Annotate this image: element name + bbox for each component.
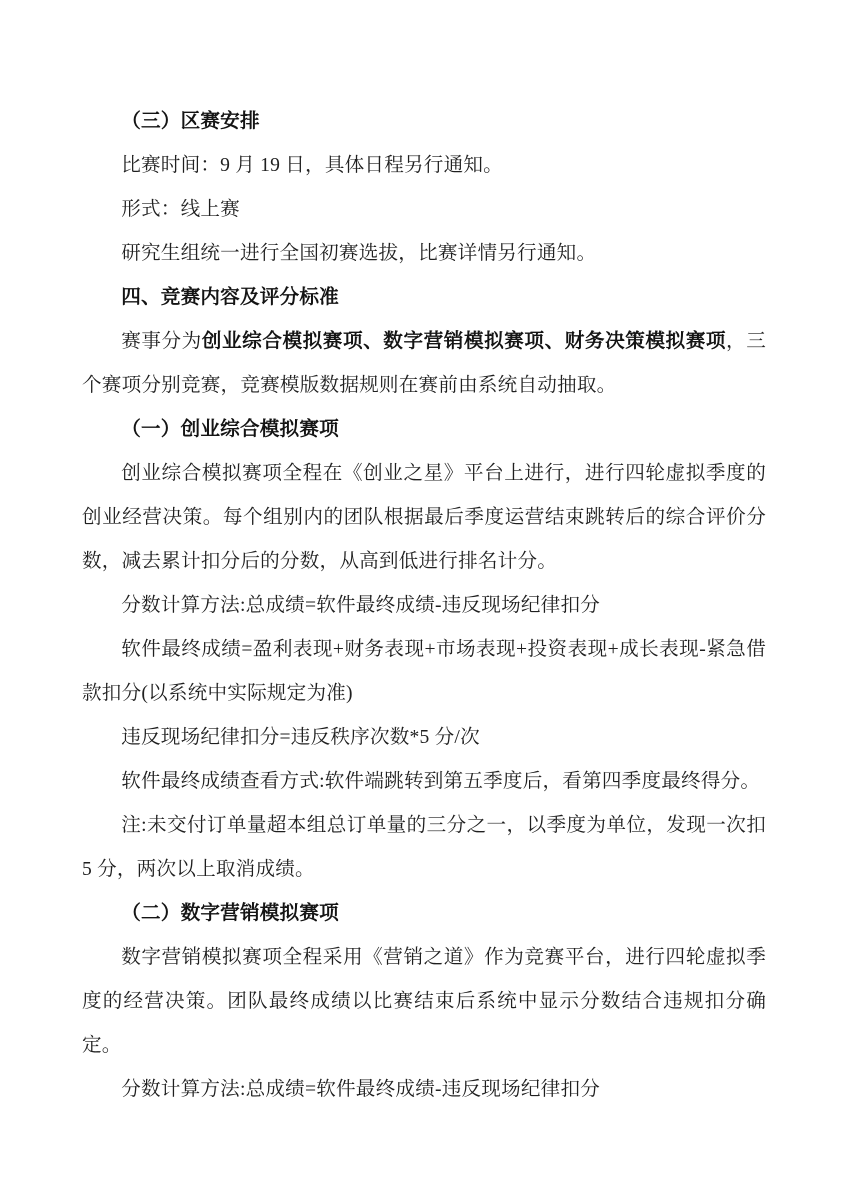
paragraph: 比赛时间：9 月 19 日，具体日程另行通知。 xyxy=(121,155,503,176)
paragraph: 注:未交付订单量超本组总订单量的三分之一，以季度为单位，发现一次扣 5 分，两次以上取消成绩。 xyxy=(82,815,766,880)
section-heading: （一）创业综合模拟赛项 xyxy=(121,419,339,440)
paragraph: 软件最终成绩查看方式:软件端跳转到第五季度后，看第四季度最终得分。 xyxy=(121,771,761,792)
paragraph: 创业综合模拟赛项全程在《创业之星》平台上进行，进行四轮虚拟季度的创业经营决策。每个组别内的团队根据最后季度运营结束跳转后的综合评价分数，减去累计扣分后的分数，从高到低进行排名计分。 xyxy=(82,463,766,572)
paragraph: 分数计算方法:总成绩=软件最终成绩-违反现场纪律扣分 xyxy=(121,595,601,616)
document-body xyxy=(82,100,766,1112)
emphasis-run: 创业综合模拟赛项、数字营销模拟赛项、财务决策模拟赛项 xyxy=(201,331,727,352)
text-run: 赛事分为 xyxy=(121,331,202,352)
text-run: ，三个赛项分别竞赛，竞赛模版数据规则在赛前由系统自动抽取。 xyxy=(82,331,767,396)
section-heading: 四、竞赛内容及评分标准 xyxy=(121,287,339,308)
paragraph: 违反现场纪律扣分=违反秩序次数*5 分/次 xyxy=(121,727,480,748)
section-heading: （二）数字营销模拟赛项 xyxy=(121,903,339,924)
paragraph: 研究生组统一进行全国初赛选拔，比赛详情另行通知。 xyxy=(121,243,597,264)
paragraph: 软件最终成绩=盈利表现+财务表现+市场表现+投资表现+成长表现-紧急借款扣分(以系统中实际规定为准) xyxy=(82,639,766,704)
paragraph xyxy=(82,320,766,408)
paragraph: 分数计算方法:总成绩=软件最终成绩-违反现场纪律扣分 xyxy=(121,1079,601,1100)
section-heading: （三）区赛安排 xyxy=(121,111,260,132)
paragraph: 形式：线上赛 xyxy=(121,199,240,220)
paragraph: 数字营销模拟赛项全程采用《营销之道》作为竞赛平台，进行四轮虚拟季度的经营决策。团队最终成绩以比赛结束后系统中显示分数结合违规扣分确定。 xyxy=(82,947,766,1056)
